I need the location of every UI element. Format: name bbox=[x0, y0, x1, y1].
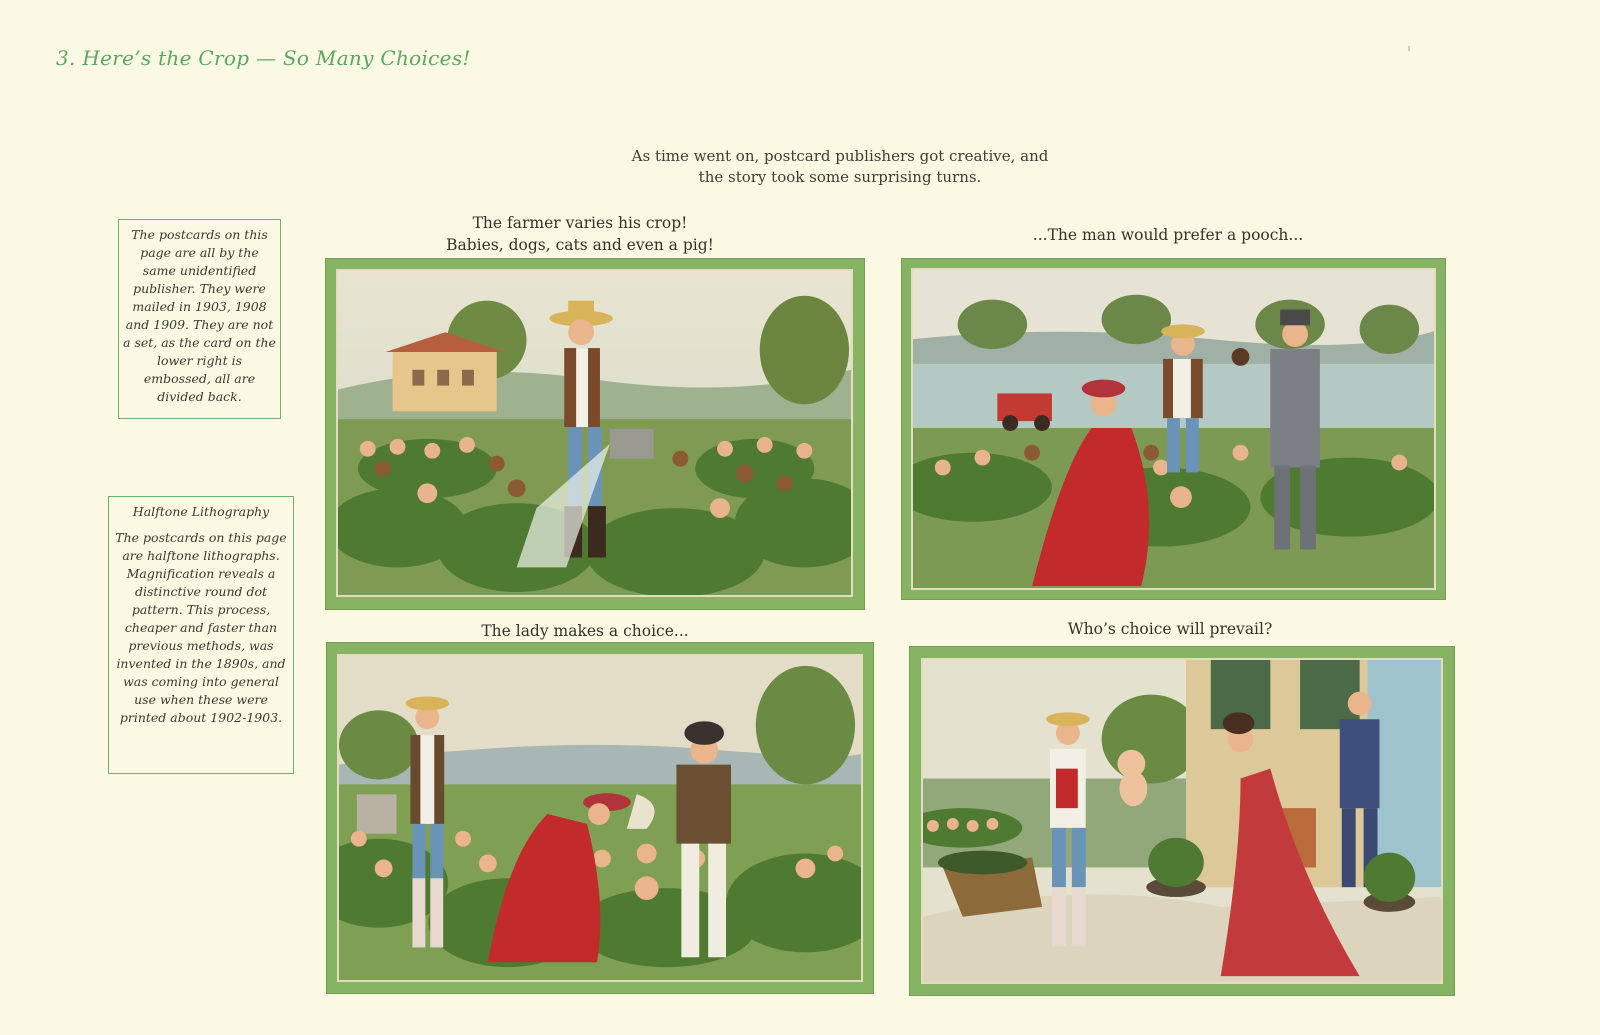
intro-line-2: the story took some surprising turns. bbox=[698, 168, 982, 186]
postcard-2-caption bbox=[968, 224, 1368, 246]
postcard-1-image bbox=[336, 269, 853, 597]
postcard-2-mat bbox=[901, 258, 1446, 600]
postcard-1-caption bbox=[400, 212, 760, 256]
postcard-3-mat bbox=[326, 642, 874, 994]
postcard-4-mat bbox=[909, 646, 1455, 996]
postcard-2-caption-line-1: ...The man would prefer a pooch... bbox=[1032, 226, 1304, 244]
postcard-3-caption bbox=[405, 620, 765, 642]
postcard-1-mat bbox=[325, 258, 865, 610]
publisher-note-box bbox=[118, 219, 281, 419]
postcard-4-caption bbox=[970, 618, 1370, 640]
scan-mark bbox=[1408, 46, 1410, 51]
halftone-note-box bbox=[108, 496, 294, 774]
postcard-1-caption-line-1: The farmer varies his crop! bbox=[472, 214, 688, 232]
farmer-scene-illustration bbox=[338, 271, 851, 595]
postcard-1-caption-line-2: Babies, dogs, cats and even a pig! bbox=[446, 236, 714, 254]
postcard-3-image bbox=[337, 654, 863, 982]
intro-line-1: As time went on, postcard publishers got creative, and bbox=[631, 147, 1049, 165]
postcard-4-caption-line-1: Who’s choice will prevail? bbox=[1067, 620, 1273, 638]
postcard-4-image bbox=[921, 658, 1443, 984]
halftone-heading: Halftone Lithography bbox=[132, 504, 270, 519]
postcard-2-image bbox=[911, 268, 1436, 590]
lady-choice-scene-illustration bbox=[339, 656, 861, 980]
publisher-note-text: The postcards on this page are all by the same unidentified publisher. They were mailed in 1903, 1908 and 1909. They are not a set, as the card on the lower right is embossed, all are divided back. bbox=[123, 227, 276, 404]
pooch-scene-illustration bbox=[913, 270, 1434, 588]
postcard-3-caption-line-1: The lady makes a choice... bbox=[481, 622, 689, 640]
page-title: 3. Here’s the Crop — So Many Choices! bbox=[56, 46, 471, 70]
halftone-note-text: The postcards on this page are halftone lithographs. Magnification reveals a distinctive round dot pattern. This process, cheaper and faster than previous methods, was invented in the 1890s, and was coming into general use when these were printed about 1902-1903. bbox=[115, 530, 287, 725]
doorway-scene-illustration bbox=[923, 660, 1441, 982]
intro-text bbox=[560, 146, 1120, 188]
